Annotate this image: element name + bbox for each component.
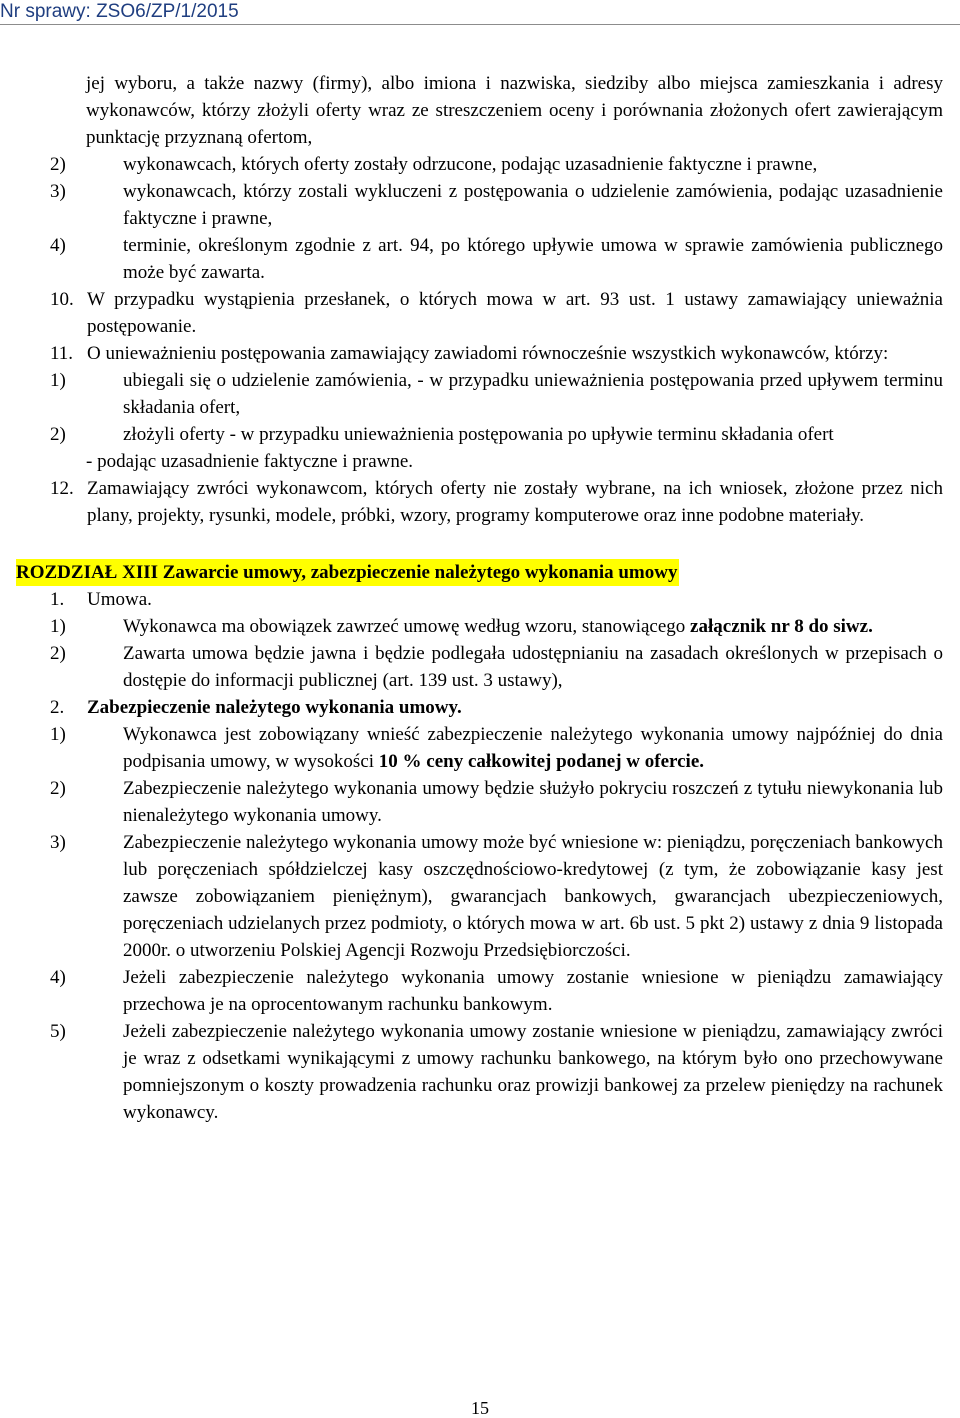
paragraph-text: jej wyboru, a także nazwy (firmy), albo imiona i nazwiska, siedziby albo miejsca zamieszkania i adresy wykonawców, którzy złożyli oferty wraz ze streszczeniem oceny i porównania złożonych ofert zawierającym punktację przyznaną ofertom, [86, 73, 943, 148]
list-number: 1) [50, 724, 66, 745]
list-item-text: Jeżeli zabezpieczenie należytego wykonania umowy zostanie wniesione w pieniądzu zamawiający przechowa je na oprocentowanym rachunku bankowym. [123, 967, 943, 1015]
list-number: 1) [50, 370, 66, 391]
list-item-text: złożyli oferty - w przypadku unieważnienia postępowania po upływie terminu składania ofert [123, 424, 834, 445]
list-number: 2) [50, 643, 66, 664]
section-title: Zabezpieczenie należytego wykonania umowy. [87, 697, 462, 718]
list-number: 2) [50, 424, 66, 445]
list-item-text: terminie, określonym zgodnie z art. 94, po którego upływie umowa w sprawie zamówienia publicznego może być zawarta. [123, 235, 943, 283]
list-item [50, 640, 943, 694]
section-text: Zamawiający zwróci wykonawcom, których oferty nie zostały wybrane, na ich wniosek, złożone przez nich plany, projekty, rysunki, modele, próbki, wzory, programy komputerowe oraz inne podobne materiały. [87, 478, 943, 526]
list-item [50, 775, 943, 829]
list-number: 2) [50, 154, 66, 175]
list-number: 5) [50, 1021, 66, 1042]
list-item-text: Jeżeli zabezpieczenie należytego wykonania umowy zostanie wniesione w pieniądzu, zamawiający zwróci je wraz z odsetkami wynikającymi z umowy rachunku bankowego, na którym było ono przechowywane pomniejszonym o koszty prowadzenia rachunku oraz prowizji bankowej za przelew pieniędzy na rachunek wykonawcy. [123, 1021, 943, 1123]
paragraph-text: - podając uzasadnienie faktyczne i prawne. [86, 451, 414, 472]
list-item-text [86, 613, 943, 640]
section-number: 2. [50, 697, 65, 718]
list-number: 4) [50, 235, 66, 256]
list-number: 4) [50, 967, 66, 988]
item-text: Wykonawca ma obowiązek zawrzeć umowę według wzoru, stanowiącego [123, 616, 691, 637]
list-number: 3) [50, 181, 66, 202]
list-item [50, 232, 943, 286]
section-title: Umowa. [87, 589, 152, 610]
list-item-text: Zabezpieczenie należytego wykonania umowy będzie służyło pokryciu roszczeń z tytułu niewykonania lub nienależytego wykonania umowy. [123, 778, 943, 826]
header-rule [0, 24, 960, 25]
list-item [50, 151, 943, 178]
section-number: 1. [50, 589, 65, 610]
list-item [50, 964, 943, 1018]
zabezpieczenie-section [50, 694, 943, 721]
section-title-wrap [50, 694, 943, 721]
item-bold-text: 10 % ceny całkowitej podanej w ofercie. [378, 751, 705, 772]
list-item-text: Zabezpieczenie należytego wykonania umowy może być wniesione w: pieniądzu, poręczeniach bankowych lub poręczeniach spółdzielczej kasy oszczędnościowo-kredytowej (z tym, że zobowiązanie kasy jest zawsze zobowiązaniem pieniężnym), gwarancjach bankowych, gwarancjach ubezpieczeniowych, poręczeniach udzielanych przez podmioty, o których mowa w art. 6b ust. 5 pkt 2) ustawy z dnia 9 listopada 2000r. o utworzeniu Polskiej Agencji Rozwoju Przedsiębiorczości. [123, 832, 943, 961]
list-item [50, 421, 943, 448]
item-text: Wykonawca jest zobowiązany wnieść zabezpieczenie należytego wykonania umowy najpóźniej do dnia podpisania umowy, w wysokości [123, 724, 943, 772]
section-11-closing [50, 448, 943, 475]
list-item [50, 829, 943, 964]
list-item-text [86, 721, 943, 775]
list-item-text: Zawarta umowa będzie jawna i będzie podlegała udostępnianiu na zasadach określonych w przepisach o dostępie do informacji publicznej (art. 139 ust. 3 ustawy), [123, 643, 943, 691]
list-number: 3) [50, 832, 66, 853]
list-item-text: wykonawcach, których oferty zostały odrzucone, podając uzasadnienie faktyczne i prawne, [123, 154, 818, 175]
item-bold-text: załącznik nr 8 do siwz. [690, 616, 873, 637]
chapter-heading: ROZDZIAŁ XIII Zawarcie umowy, zabezpieczenie należytego wykonania umowy [16, 559, 679, 586]
list-item [50, 721, 943, 775]
list-number: 2) [50, 778, 66, 799]
list-item-text: wykonawcach, którzy zostali wykluczeni z postępowania o udzielenie zamówienia, podając uzasadnienie faktyczne i prawne, [123, 181, 943, 229]
section-10 [50, 286, 943, 340]
list-item [50, 1018, 943, 1126]
umowa-section [50, 586, 943, 613]
chapter-heading-row [16, 559, 943, 586]
section-text: W przypadku wystąpienia przesłanek, o których mowa w art. 93 ust. 1 ustawy zamawiający unieważnia postępowanie. [87, 289, 943, 337]
section-number: 12. [50, 478, 74, 499]
list-number: 1) [50, 616, 66, 637]
section-number: 10. [50, 289, 74, 310]
section-9-continuation [50, 70, 943, 151]
case-number-header: Nr sprawy: ZSO6/ZP/1/2015 [0, 1, 239, 22]
list-item [50, 367, 943, 421]
list-item [50, 178, 943, 232]
page-number: 15 [471, 1398, 489, 1418]
list-item-text: ubiegali się o udzielenie zamówienia, - w przypadku unieważnienia postępowania przed upływem terminu składania ofert, [123, 370, 943, 418]
document-body [16, 70, 943, 1126]
section-text: O unieważnieniu postępowania zamawiający zawiadomi równocześnie wszystkich wykonawców, którzy: [87, 343, 889, 364]
section-number: 11. [50, 343, 74, 364]
section-11 [50, 340, 943, 367]
list-item [50, 613, 943, 640]
spacer [50, 529, 943, 557]
section-12 [50, 475, 943, 529]
